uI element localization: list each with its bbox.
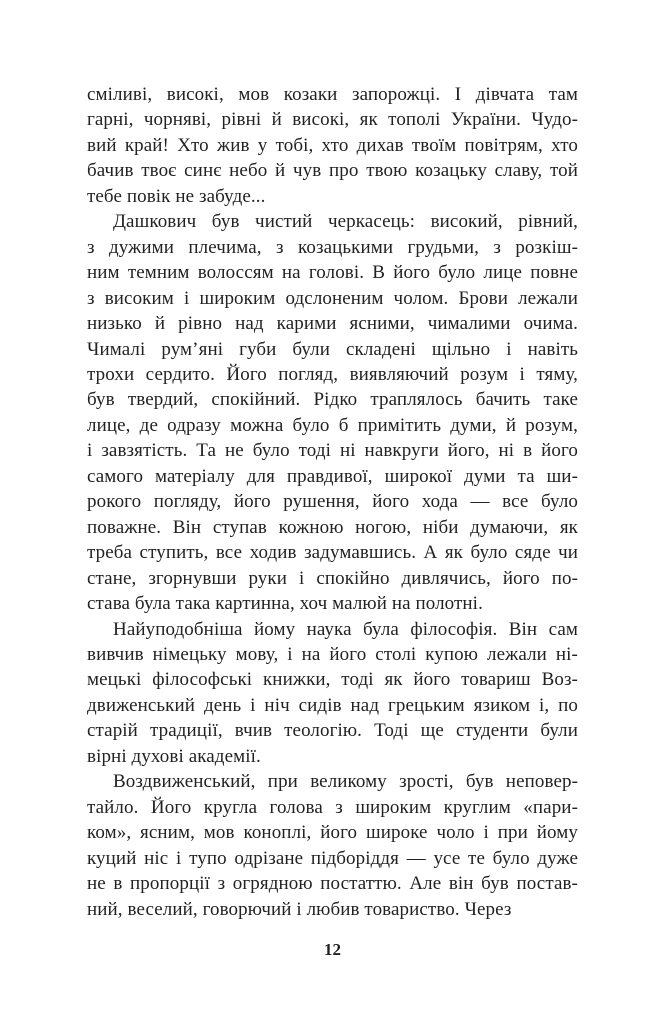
text-line: Чималі рум’яні губи були складені щільно і навіть (87, 338, 578, 360)
paragraph (87, 769, 578, 922)
text-line: Найуподобніша йому наука була філософія. Він сам (113, 618, 578, 640)
paragraph (87, 209, 578, 616)
paragraph (87, 617, 578, 770)
text-line: був твердий, спокійний. Рідко траплялось бачить таке (87, 389, 578, 411)
text-line: вивчив німецьку мову, і на його столі купою лежали ні- (87, 643, 578, 665)
text-line: става була така картинна, хоч малюй на полотні. (87, 593, 483, 615)
text-line: з дужими плечима, з козацькими грудьми, з розкіш- (87, 236, 578, 258)
text-line: ним темним волоссям на голові. В його було лице повне (87, 262, 578, 284)
text-line: старій традиції, вчив теологію. Тоді ще студенти були (87, 720, 578, 742)
text-line: треба ступить, все ходив задумавшись. А як було сяде чи (87, 542, 578, 564)
text-line: Воздвиженський, при великому зрості, був неповер- (113, 771, 578, 793)
text-line: куций ніс і тупо одрізане підборіддя — усе те було дуже (87, 847, 578, 869)
text-line: вий край! Хто жив у тобі, хто дихав твоїм повітрям, хто (87, 134, 578, 156)
text-line: тайло. Його кругла голова з широким круглим «пари- (87, 796, 578, 818)
text-line: і завзятість. Та не було тоді ні навкруги його, ні в його (87, 440, 578, 462)
text-line: з високим і широким одслоненим чолом. Брови лежали (87, 287, 578, 309)
text-line: рокого погляду, його рушення, його хода — все було (87, 491, 578, 513)
text-line: гарні, чорняві, рівні й високі, як тополі України. Чудо- (87, 109, 578, 131)
text-line: поважне. Він ступав кожною ногою, ніби думаючи, як (87, 516, 578, 538)
page-number: 12 (324, 940, 341, 959)
text-line: не в пропорції з огрядною постаттю. Але він був постав- (87, 873, 578, 895)
text-line: низько й рівно над карими ясними, чималими очима. (87, 313, 578, 335)
text-line: Дашкович був чистий черкасець: високий, рівний, (113, 211, 578, 233)
page-text (87, 82, 578, 922)
text-line: самого матеріалу для правдивої, широкої думи та ши- (87, 465, 578, 487)
text-line: движенський день і ніч сидів над грецьким язиком і, по (87, 694, 578, 716)
text-line: трохи сердито. Його погляд, виявляючий розум і тяму, (87, 363, 578, 385)
text-line: ком», ясним, мов коноплі, його широке чоло і при йому (87, 822, 578, 844)
text-line: тебе повік не забуде... (87, 185, 266, 207)
text-line: лице, де одразу можна було б примітить думи, й розум, (87, 414, 578, 436)
text-line: вірні духові академії. (87, 745, 261, 767)
text-line: мецькі філософські книжки, тоді як його товариш Воз- (87, 669, 578, 691)
paragraph (87, 82, 578, 209)
text-line: стане, згорнувши руки і спокійно дивлячись, його по- (87, 567, 578, 589)
text-line: бачив твоє синє небо й чув про твою козацьку славу, той (87, 160, 578, 182)
text-line: ний, веселий, говорючий і любив товариство. Через (87, 898, 512, 920)
text-line: сміливі, високі, мов козаки запорожці. І дівчата там (87, 84, 578, 105)
